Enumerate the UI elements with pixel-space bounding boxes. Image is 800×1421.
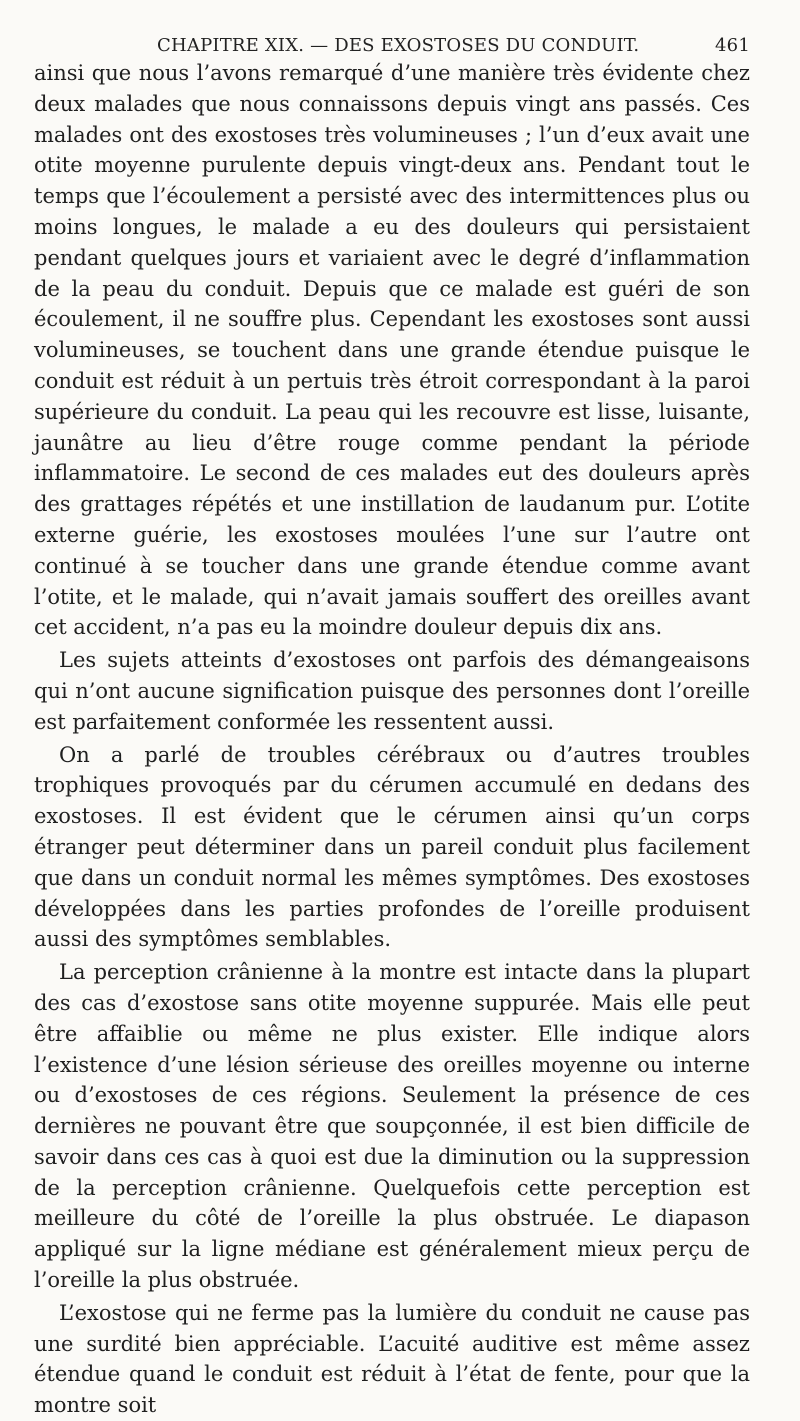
page-number: 461 bbox=[715, 35, 750, 56]
running-title: CHAPITRE XIX. — DES EXOSTOSES DU CONDUIT. bbox=[157, 35, 640, 56]
paragraph-2: Les sujets atteints d’exostoses ont parfois des démangeaisons qui n’ont aucune signification puisque des personnes dont l’oreille est parfaitement conformée les ressentent aussi. bbox=[34, 648, 750, 734]
paragraph-1: ainsi que nous l’avons remarqué d’une manière très évidente chez deux malades que nous connaissons depuis vingt ans passés. Ces malades ont des exostoses très volumineuses ; l’un d’eux avait une otite moyenne purulente depuis vingt-deux ans. Pendant tout le temps que l’écoulement a persisté avec des intermittences plus ou moins longues, le malade a eu des douleurs qui persistaient pendant quelques jours et variaient avec le degré d’inflammation de la peau du conduit. Depuis que ce malade est guéri de son écoulement, il ne souffre plus. Cependant les exostoses sont aussi volumineuses, se touchent dans une grande étendue puisque le conduit est réduit à un pertuis très étroit correspondant à la paroi supérieure du conduit. La peau qui les recouvre est lisse, luisante, jaunâtre au lieu d’être rouge comme pendant la période inflammatoire. Le second de ces malades eut des douleurs après des grattages répétés et une instillation de laudanum pur. L’otite externe guérie, les exostoses moulées l’une sur l’autre ont continué à se toucher dans une grande étendue comme avant l’otite, et le malade, qui n’avait jamais souffert des oreilles avant cet accident, n’a pas eu la moindre douleur depuis dix ans. bbox=[34, 61, 750, 640]
paragraph-3: On a parlé de troubles cérébraux ou d’autres troubles trophiques provoqués par du cérumen accumulé en dedans des exostoses. Il est évident que le cérumen ainsi qu’un corps étranger peut déterminer dans un pareil conduit plus facilement que dans un conduit normal les mêmes symptômes. Des exostoses développées dans les parties profondes de l’oreille produisent aussi des symptômes semblables. bbox=[34, 742, 750, 952]
paragraph-5: L’exostose qui ne ferme pas la lumière du conduit ne cause pas une surdité bien appréciable. L’acuité auditive est même assez étendue quand le conduit est réduit à l’état de fente, pour que la montre soit bbox=[34, 1300, 750, 1418]
body-text bbox=[34, 58, 750, 1421]
paragraph-4: La perception crânienne à la montre est intacte dans la plupart des cas d’exostose sans otite moyenne suppurée. Mais elle peut être affaiblie ou même ne plus exister. Elle indique alors l’existence d’une lésion sérieuse des oreilles moyenne ou interne ou d’exostoses de ces régions. Seulement la présence de ces dernières ne pouvant être que soupçonnée, il est bien difficile de savoir dans ces cas à quoi est due la diminution ou la suppression de la perception crânienne. Quelquefois cette perception est meilleure du côté de l’oreille la plus obstruée. Le diapason appliqué sur la ligne médiane est généralement mieux perçu de l’oreille la plus obstruée. bbox=[34, 960, 750, 1293]
